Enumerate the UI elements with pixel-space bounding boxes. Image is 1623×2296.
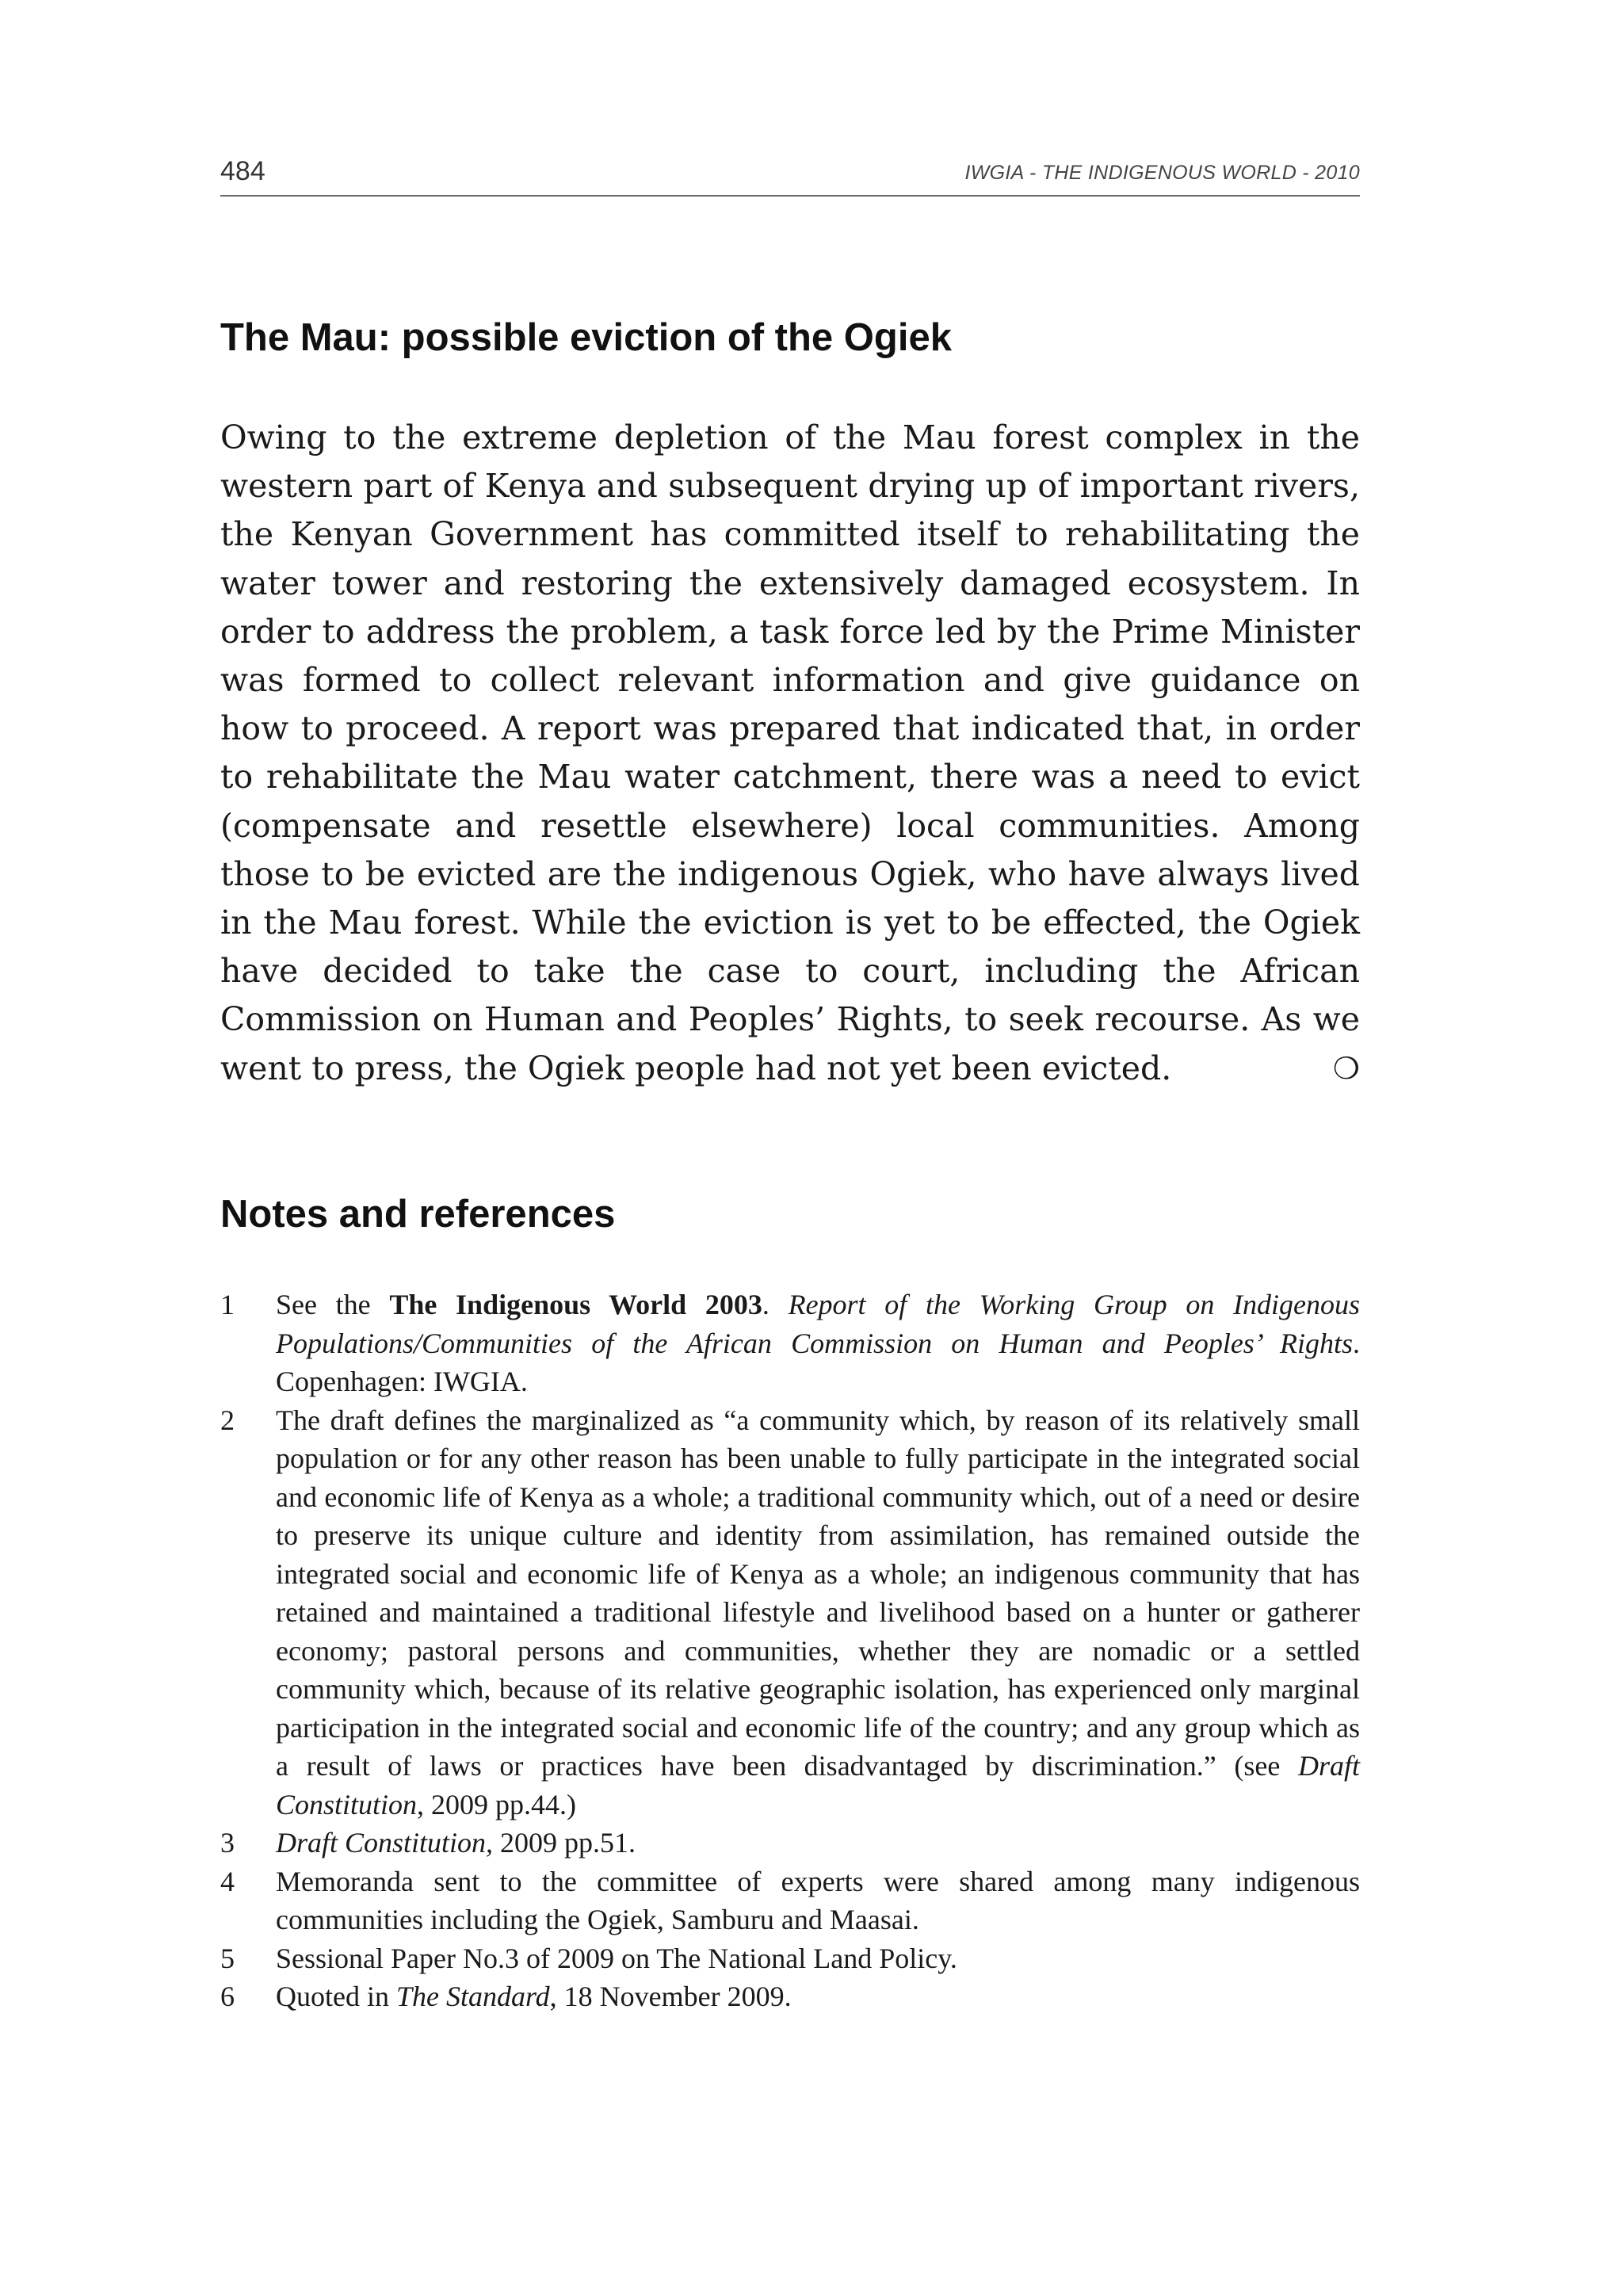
note-italic-title: Draft Constitution <box>276 1750 1360 1820</box>
note-text-part: See the <box>276 1289 390 1320</box>
note-text <box>276 1404 1360 1820</box>
end-mark-icon: ❍ <box>1332 1050 1360 1086</box>
note-2 <box>220 1401 1360 1824</box>
note-number: 4 <box>220 1865 235 1897</box>
section-paragraph <box>220 414 1360 1093</box>
note-bold-title: The Indigenous World 2003 <box>389 1289 762 1320</box>
note-text <box>276 1981 792 2012</box>
note-text-part: The draft defines the marginalized as “a community which, by reason of its relatively small population or for any other reason has been unable to fully participate in the integrated social and economic life of Kenya as a whole; a traditional community which, out of a need or desire to preserve its unique culture and identity from assimilation, has remained outside the integrated social and economic life of Kenya as a whole; an indigenous community that has retained and maintained a traditional lifestyle and livelihood based on a hunter or gatherer economy; pastoral persons and communities, whether they are nomadic or a settled community which, because of its relative geographic isolation, has experienced only marginal participation in the integrated social and economic life of the country; and any group which as a result of laws or practices have been disadvantaged by discrimination.” (see <box>276 1404 1360 1782</box>
note-text-part: , 2009 pp.44.) <box>417 1788 577 1820</box>
note-text <box>276 1827 636 1859</box>
paragraph-text: Owing to the extreme depletion of the Mau forest complex in the western part of Kenya and subsequent drying up of important rivers, the Kenyan Government has committed itself to rehabilitating the water tower and restoring the extensively damaged ecosystem. In order to address the problem, a task force led by the Prime Minister was formed to collect relevant information and give guidance on how to proceed. A report was prepared that indicated that, in order to rehabilitate the Mau water catchment, there was a need to evict (compensate and resettle elsewhere) local communities. Among those to be evicted are the indigenous Ogiek, who have always lived in the Mau forest. While the eviction is yet to be effected, the Ogiek have decided to take the case to court, including the African Commission on Human and Peoples’ Rights, to seek recourse. As we went to press, the Ogiek people had not yet been evicted. <box>220 418 1360 1087</box>
note-5 <box>220 1939 1360 1978</box>
document-page <box>220 0 1360 2296</box>
note-text-part: . <box>762 1289 789 1320</box>
running-header <box>220 154 1360 197</box>
note-italic-title: Report of the Working Group on Indigenous Populations/Communities of the African Commission on Human and Peoples’ Rights <box>276 1289 1360 1359</box>
notes-list <box>220 1286 1360 2016</box>
note-text-part: 2009 pp.51. <box>493 1827 636 1859</box>
section-heading: The Mau: possible eviction of the Ogiek <box>220 316 952 359</box>
note-text-part: Quoted in <box>276 1981 396 2012</box>
note-number: 2 <box>220 1404 235 1436</box>
note-number: 5 <box>220 1942 235 1974</box>
note-text-part: , 18 November 2009. <box>549 1981 792 2012</box>
note-3 <box>220 1824 1360 1862</box>
note-number: 3 <box>220 1827 235 1859</box>
running-title: IWGIA - THE INDIGENOUS WORLD - 2010 <box>964 162 1360 184</box>
note-text: Memoranda sent to the committee of experts were shared among many indigenous communities including the Ogiek, Samburu and Maasai. <box>276 1865 1360 1935</box>
note-1 <box>220 1286 1360 1401</box>
note-text: Sessional Paper No.3 of 2009 on The National Land Policy. <box>276 1942 957 1974</box>
note-text <box>276 1289 1360 1397</box>
note-text-part: . Copenhagen: IWGIA. <box>276 1327 1360 1397</box>
page-number: 484 <box>220 156 265 186</box>
note-italic-title: Draft Constitution, <box>276 1827 494 1859</box>
note-4 <box>220 1862 1360 1939</box>
notes-heading: Notes and references <box>220 1193 616 1236</box>
note-6 <box>220 1977 1360 2016</box>
note-number: 6 <box>220 1981 235 2012</box>
note-number: 1 <box>220 1289 235 1320</box>
note-italic-title: The Standard <box>395 1981 550 2012</box>
